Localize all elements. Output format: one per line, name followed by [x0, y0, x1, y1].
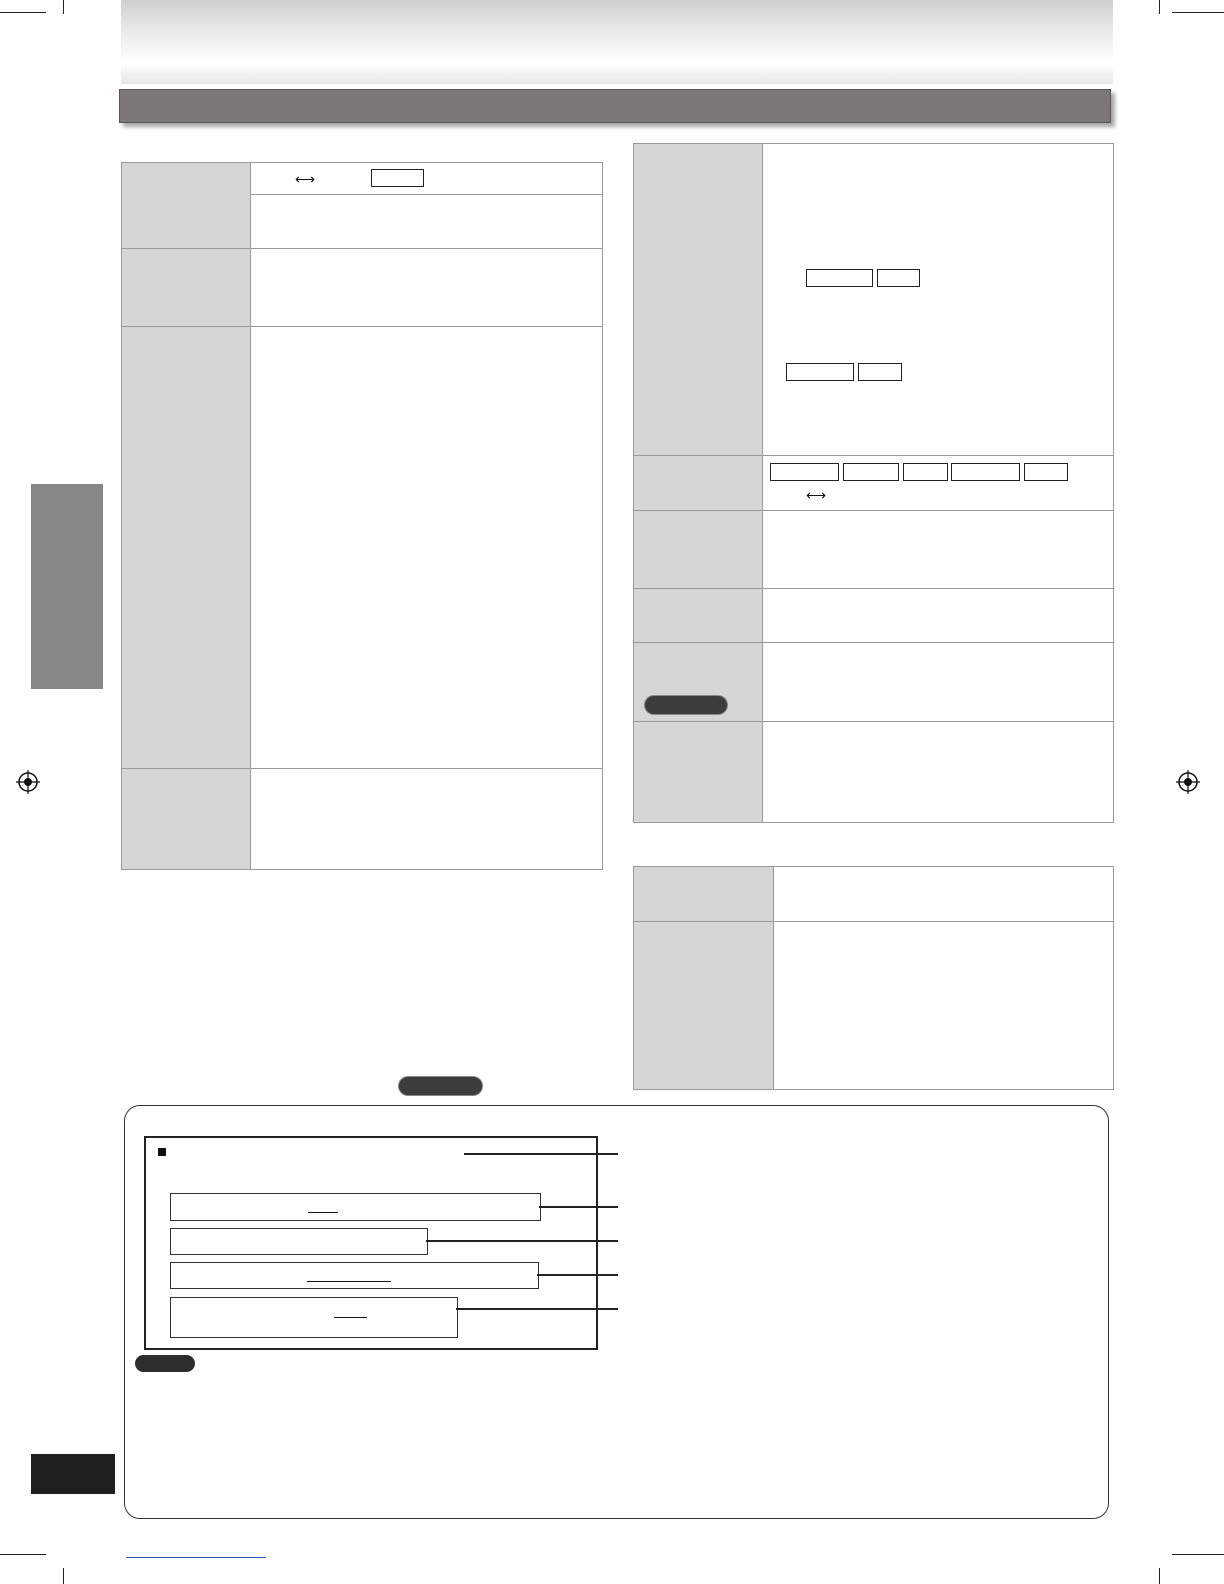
callout-line: [537, 1274, 618, 1276]
table-row: [122, 327, 602, 769]
row-label: [634, 867, 774, 921]
side-tab: [31, 484, 103, 689]
crop-mark: [1172, 12, 1224, 13]
row-label: [122, 163, 251, 194]
reference-link[interactable]: [126, 1557, 266, 1558]
disc-type-pill: [399, 1077, 482, 1095]
callout-line: [426, 1240, 618, 1242]
option-box: [877, 269, 920, 287]
crop-mark: [1172, 1554, 1224, 1555]
callout-line: [464, 1153, 618, 1155]
option-box: [858, 363, 902, 381]
table-row: [634, 511, 1113, 589]
crop-mark: [0, 1554, 46, 1555]
right-settings-table: [633, 143, 1114, 823]
left-settings-table: [121, 162, 603, 870]
row-label: [634, 144, 763, 455]
disc-type-pill: [645, 696, 727, 714]
right-settings-table-2: [633, 866, 1114, 1090]
screen-item: [170, 1193, 541, 1221]
crop-mark: [63, 1568, 64, 1584]
row-label: [634, 456, 763, 510]
row-label: [122, 327, 251, 768]
note-label-pill: [135, 1355, 195, 1372]
row-label: [634, 589, 763, 642]
option-box: [371, 169, 424, 187]
left-right-arrow-icon: ⟷: [806, 487, 827, 503]
table-row: [122, 769, 602, 869]
page-number-box: [31, 1454, 115, 1494]
row-label: [122, 769, 251, 869]
callout-line: [456, 1308, 618, 1310]
callout-line: [539, 1206, 618, 1208]
table-row: [122, 163, 602, 195]
row-label: [634, 722, 763, 822]
registration-mark-icon: [16, 770, 40, 794]
option-box: [770, 463, 839, 481]
table-row: [634, 922, 1113, 1089]
screen-item: [170, 1228, 428, 1255]
table-row: [122, 194, 602, 249]
header-band: [121, 0, 1113, 84]
table-row: [634, 867, 1113, 922]
option-box: [903, 463, 948, 481]
table-row: [122, 249, 602, 327]
screen-item: [170, 1262, 539, 1289]
table-row: [634, 589, 1113, 643]
screen-item: [170, 1297, 458, 1338]
crop-mark: [1159, 0, 1160, 14]
option-box: [1024, 463, 1068, 481]
crop-mark: [0, 12, 46, 13]
table-row: [634, 722, 1113, 822]
left-right-arrow-icon: ⟷: [295, 171, 316, 187]
crop-mark: [1159, 1568, 1160, 1584]
section-title-bar: [119, 89, 1111, 123]
registration-mark-icon: [1176, 770, 1200, 794]
table-row: [634, 144, 1113, 456]
underline: [308, 1212, 338, 1213]
row-label: [122, 249, 251, 326]
row-label: [634, 511, 763, 588]
underline: [334, 1317, 367, 1318]
option-box: [843, 463, 899, 481]
row-label: [634, 922, 774, 1089]
option-box: [951, 463, 1020, 481]
option-box: [806, 269, 873, 287]
square-bullet-icon: [158, 1148, 166, 1156]
row-label: [122, 194, 251, 248]
option-box: [786, 363, 854, 381]
crop-mark: [63, 0, 64, 14]
underline: [307, 1281, 391, 1282]
